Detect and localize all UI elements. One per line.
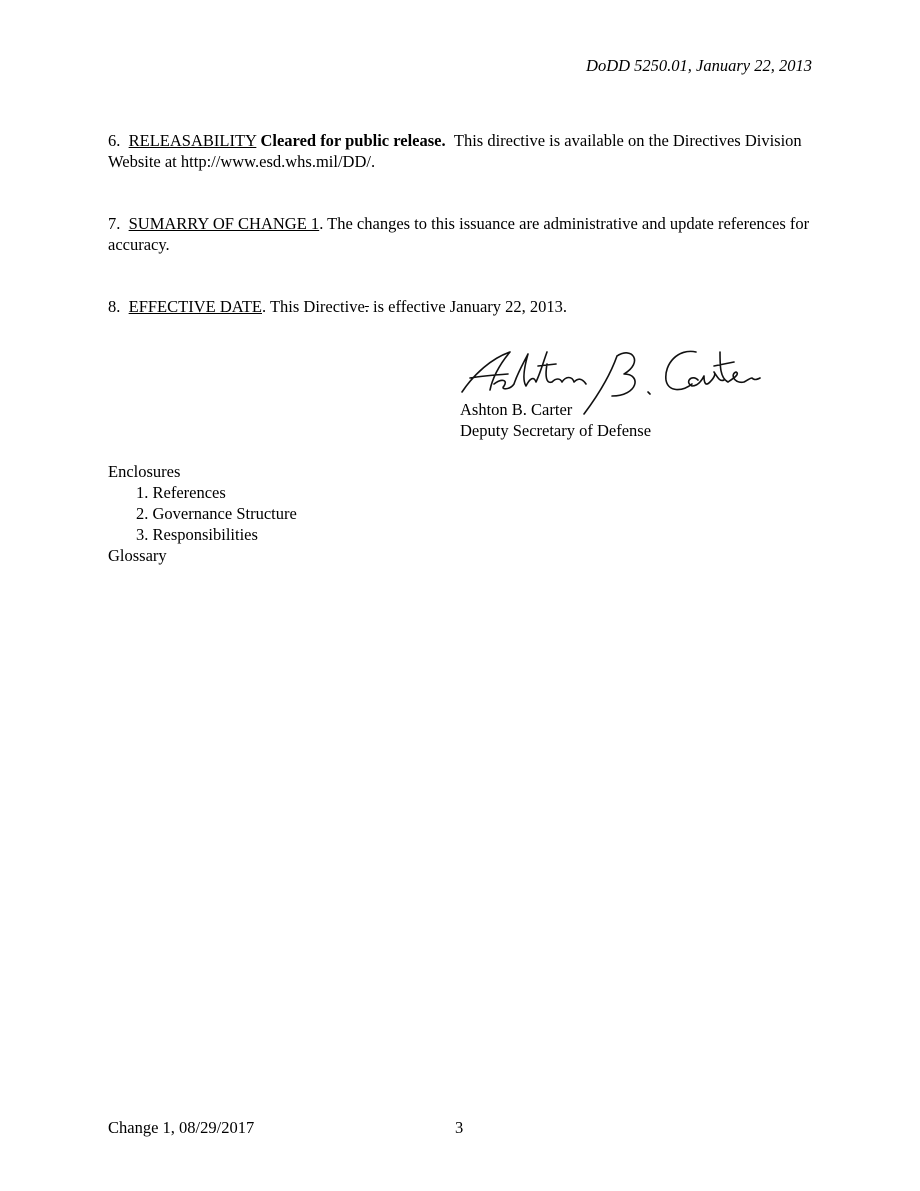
section-effective-date xyxy=(108,296,820,317)
section-body: This directive is available on the Directives Division Website at http://www.esd.whs.mil/DD/. xyxy=(108,131,802,171)
section-body-end: is effective January 22, 2013. xyxy=(368,297,568,316)
enclosure-item: 2. Governance Structure xyxy=(136,504,297,523)
section-number: 6. xyxy=(108,131,121,150)
footer-change-info: Change 1, 08/29/2017 xyxy=(108,1118,255,1137)
section-summary-of-change xyxy=(108,213,820,255)
enclosure-item: 3. Responsibilities xyxy=(136,525,258,544)
signer-name: Ashton B. Carter xyxy=(460,400,573,419)
section-heading: RELEASABILITY xyxy=(128,131,257,150)
section-body: . The changes to this issuance are administrative and update references for accuracy. xyxy=(108,214,810,254)
release-statement: Cleared for public release. xyxy=(260,131,446,150)
glossary-label: Glossary xyxy=(108,546,167,565)
enclosure-item: 1. References xyxy=(136,483,226,502)
enclosures-label: Enclosures xyxy=(108,462,181,481)
section-number: 7. xyxy=(108,214,121,233)
document-reference-header: DoDD 5250.01, January 22, 2013 xyxy=(586,56,812,75)
section-releasability xyxy=(108,130,820,172)
section-number: 8. xyxy=(108,297,121,316)
struck-period: . xyxy=(364,297,369,316)
section-heading: EFFECTIVE DATE xyxy=(128,297,262,316)
enclosures-list xyxy=(108,461,297,566)
section-body-start: . This Directive xyxy=(262,297,365,316)
page-number: 3 xyxy=(455,1118,464,1137)
section-heading: SUMARRY OF CHANGE 1 xyxy=(128,214,320,233)
signer-block xyxy=(460,399,651,441)
signer-title: Deputy Secretary of Defense xyxy=(460,421,652,440)
